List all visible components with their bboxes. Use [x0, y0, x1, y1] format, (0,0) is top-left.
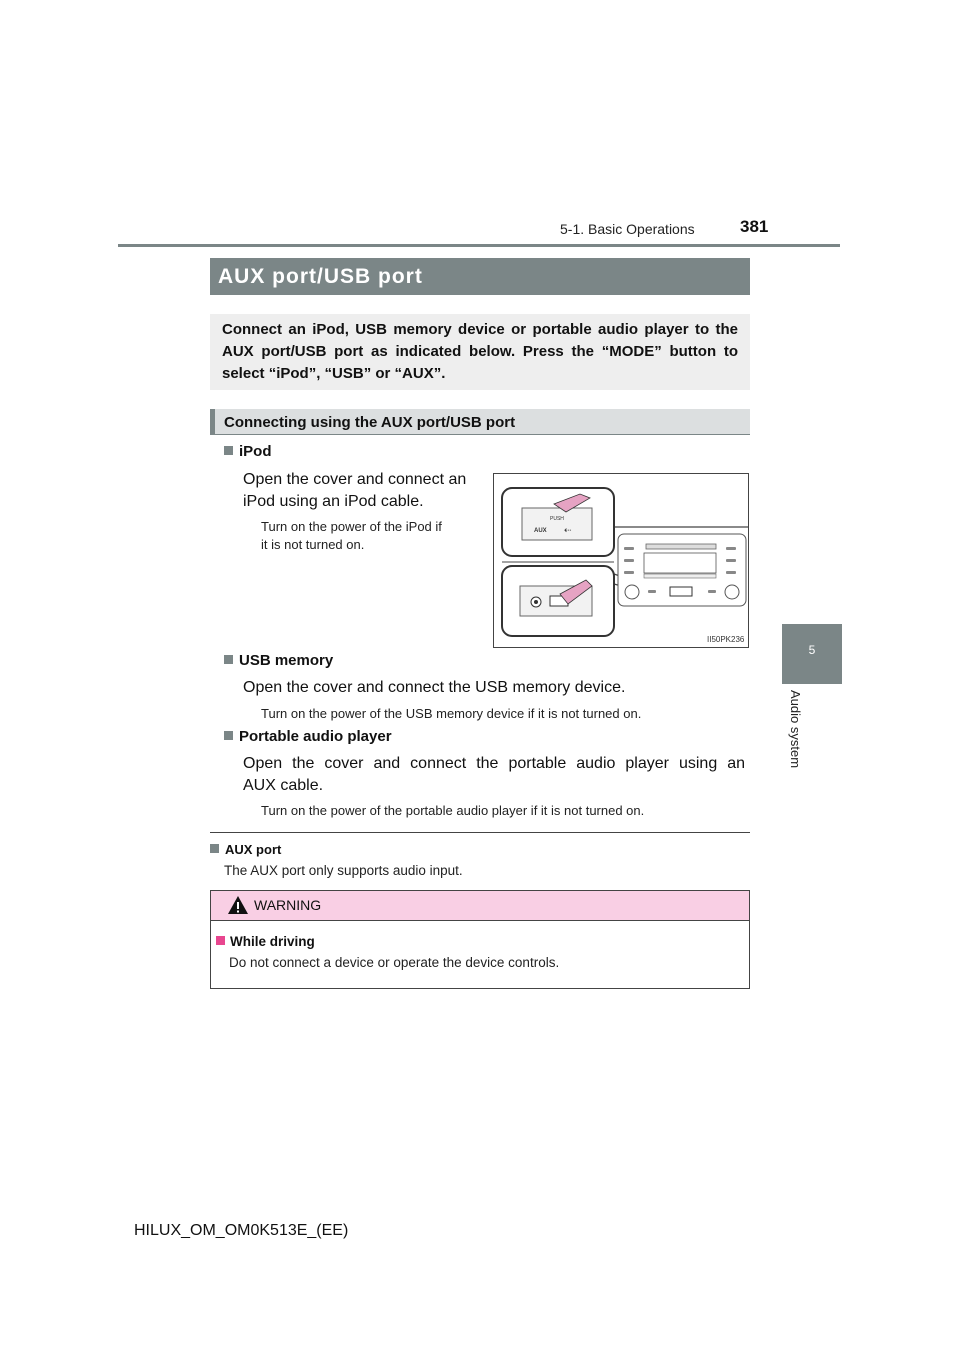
- bullet-square-icon: [210, 844, 219, 853]
- item-note-portable-audio-player: Turn on the power of the portable audio player if it is not turned on.: [261, 803, 645, 818]
- item-text-usb-memory: Open the cover and connect the USB memory device.: [243, 679, 626, 696]
- aux-usb-port-diagram: [493, 473, 749, 648]
- warning-item-text: Do not connect a device or operate the device controls.: [229, 955, 560, 970]
- warning-item-title: While driving: [216, 934, 315, 949]
- bullet-square-icon: [224, 731, 233, 740]
- port-illustration: [494, 474, 748, 647]
- subheading-accent: [210, 409, 215, 435]
- item-text-portable-audio-player: Open the cover and connect the portable audio player using an AUX cable.: [243, 755, 745, 794]
- warning-header: [211, 891, 749, 921]
- bullet-square-icon: [224, 655, 233, 664]
- item-title-ipod: iPod: [224, 443, 272, 460]
- header-section-title: 5-1. Basic Operations: [560, 221, 695, 237]
- diagram-code: II50PK236: [707, 635, 745, 644]
- bullet-square-icon: [216, 936, 225, 945]
- chapter-tab: 5: [782, 624, 842, 684]
- warning-heading: WARNING: [254, 897, 322, 913]
- section-divider: [210, 832, 750, 833]
- item-note-ipod: Turn on the power of the iPod if it is not turned on.: [261, 519, 442, 552]
- document-code-footer: HILUX_OM_OM0K513E_(EE): [134, 1222, 349, 1239]
- aux-note-title: AUX port: [210, 842, 281, 857]
- header-rule: [118, 244, 840, 247]
- warning-box: [210, 890, 750, 989]
- item-text-ipod: Open the cover and connect an iPod using an iPod cable.: [243, 471, 467, 510]
- svg-text:⇠: ⇠: [564, 525, 572, 535]
- subheading: Connecting using the AUX port/USB port: [224, 414, 516, 431]
- item-title-portable-audio-player: Portable audio player: [224, 728, 392, 745]
- warning-triangle-icon: [227, 895, 249, 915]
- intro-box: Connect an iPod, USB memory device or portable audio player to the AUX port/USB port as indicated below. Press the “MODE” button to select “iPod”, “USB” or “AUX”.: [210, 314, 750, 390]
- item-note-usb-memory: Turn on the power of the USB memory device if it is not turned on.: [261, 706, 642, 721]
- item-title-usb-memory: USB memory: [224, 652, 333, 669]
- bullet-square-icon: [224, 446, 233, 455]
- aux-note-text: The AUX port only supports audio input.: [224, 863, 463, 878]
- svg-text:PUSH: PUSH: [550, 516, 564, 522]
- svg-text:AUX: AUX: [534, 528, 547, 534]
- chapter-tab-label: Audio system: [788, 690, 803, 769]
- page-number: 381: [740, 217, 769, 236]
- page-title: AUX port/USB port: [210, 258, 750, 295]
